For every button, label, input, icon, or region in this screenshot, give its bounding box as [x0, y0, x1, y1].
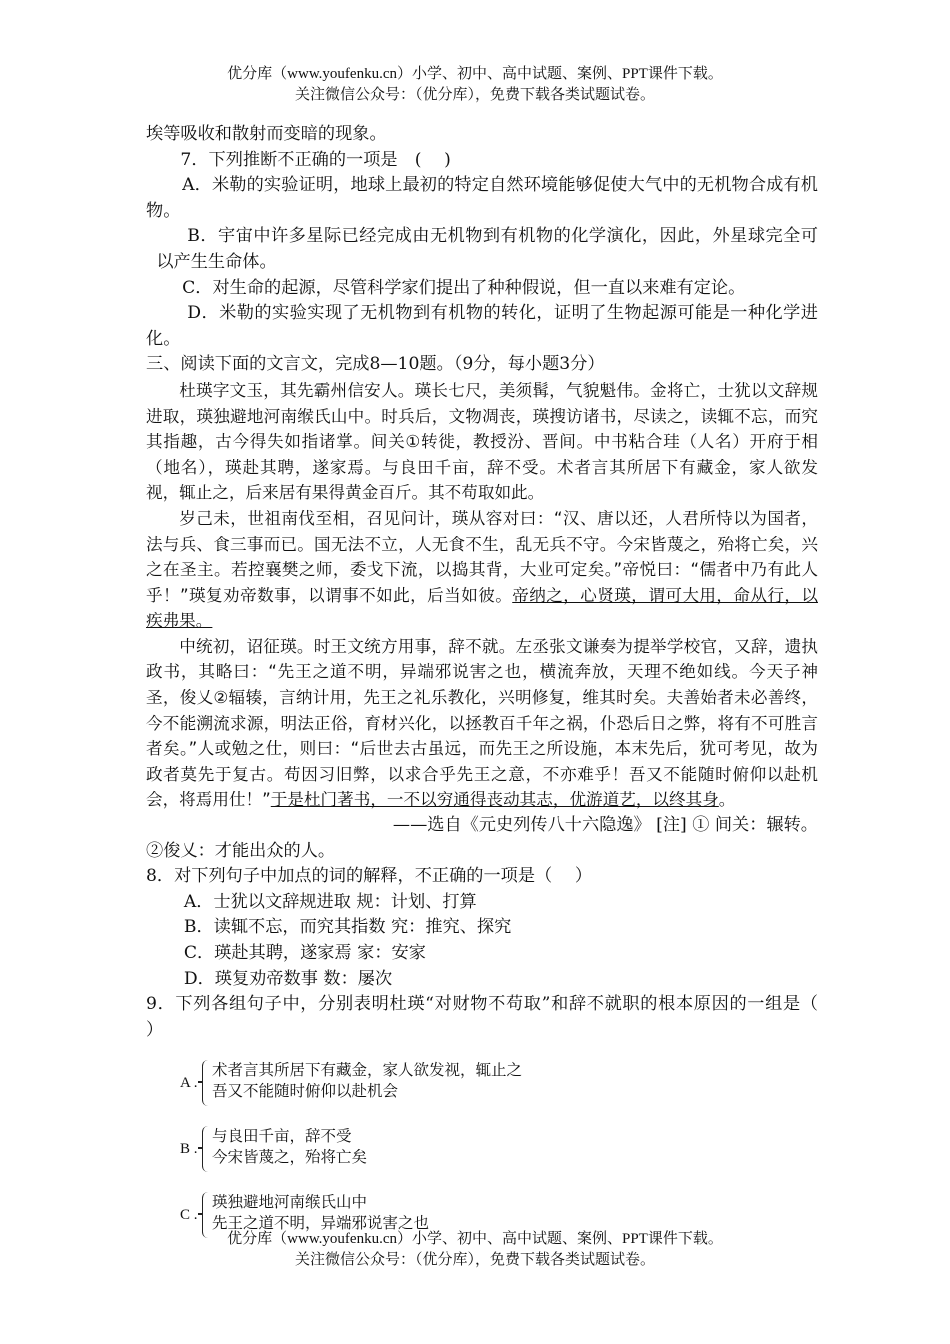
brace-icon [202, 1126, 209, 1172]
option-line-2: 吾又不能随时俯仰以赴机会 [212, 1082, 399, 1101]
question-8-option-a: A．士犹以文辞规进取 规：计划、打算 [183, 891, 477, 912]
question-9-stem: 9．下列各组句子中，分别表明杜瑛“对财物不苟取”和辞不就职的根本原因的一组是（ ） [146, 994, 841, 1040]
source-citation: ——选自《元史列传八十六隐逸》 [注] ① 间关：辗转。 [392, 815, 818, 836]
option-line-1: 与良田千亩，辞不受 [212, 1127, 352, 1146]
page-header [0, 64, 950, 106]
question-7-option-d: D．米勒的实验实现了无机物到有机物的转化，证明了生物起源可能是一种化学进化。 [146, 303, 818, 349]
footer-line-1: 优分库（www.youfenku.cn）小学、初中、高中试题、案例、PPT课件下载。 [227, 1231, 723, 1247]
question-8-option-b: B．读辄不忘，而究其指数 究：推究、探究 [183, 917, 512, 938]
underlined-sentence-2: 于是杜门著书，一不以穷通得丧动其志，优游道艺，以终其身 [270, 790, 719, 810]
document-body [146, 122, 841, 1254]
option-label: A . [180, 1075, 198, 1092]
passage-paragraph-2 [146, 506, 818, 634]
header-line-2: 关注微信公众号：（优分库），免费下载各类试题试卷。 [294, 87, 655, 103]
passage-paragraph-3 [146, 634, 818, 813]
text-line: 埃等吸收和散射而变暗的现象。 [146, 124, 387, 144]
question-8-option-c: C．瑛赴其聘，遂家焉 家：安家 [183, 943, 426, 963]
question-8-option-d: D．瑛复劝帝数事 数：屡次 [183, 968, 393, 989]
footer-line-2: 关注微信公众号：（优分库），免费下载各类试题试卷。 [294, 1252, 655, 1268]
option-line-1: 术者言其所居下有藏金，家人欲发视，辄止之 [212, 1061, 523, 1080]
question-7-option-b: B．宇宙中许多星际已经完成由无机物到有机物的化学演化，因此，外星球完全可以产生生命体。 [156, 226, 818, 272]
option-line-2: 今宋皆蔑之，殆将亡矣 [212, 1148, 368, 1167]
option-label: B . [180, 1141, 198, 1158]
option-line-2: 先王之道不明，异端邪说害之也 [212, 1214, 430, 1233]
question-9-option-a [146, 1059, 818, 1109]
passage-paragraph-3-text: 中统初，诏征瑛。时王文统方用事，辞不就。左丞张文谦奏为提举学校官，又辞，遗执政书，其略曰：“先王之道不明，异端邪说害之也，横流奔放，天理不绝如线。今天子神圣，俊乂②辐辏，言纳计用，先王之礼乐教化，兴明修复，维其时矣。夫善始者未必善终，今不能溯流求源，明法正俗，育材兴化，以拯教百千年之祸，仆恐后日之弊，将有不可胜言者矣。”人或勉之仕，则曰：“后世去古虽远，而先王之所设施，本末先后，犹可考见，故为政者莫先于复古。苟因习旧弊，以求合乎先王之意，不亦难乎！吾又不能随时俯仰以赴机会，将焉用仕！” [146, 636, 818, 810]
passage-paragraph-3-end: 。 [718, 790, 736, 810]
section-3-heading: 三、阅读下面的文言文，完成8—10题。（9分，每小题3分） [146, 354, 605, 375]
passage-paragraph-2-text: 岁己未，世祖南伐至相，召见问计，瑛从容对曰：“汉、唐以还，人君所恃以为国者，法与兵、食三事而已。国无法不立，人无食不生，乱无兵不守。今宋皆蔑之，殆将亡矣，兴之在圣主。若控襄樊之师，委戈下流，以捣其背，大业可定矣。”帝悦曰：“儒者中乃有此人乎！”瑛复劝帝数事，以谓事不如此，后当如彼。 [146, 508, 818, 605]
annotation-note-2: ②俊乂：才能出众的人。 [146, 840, 336, 861]
passage-paragraph-1: 杜瑛字文玉，其先霸州信安人。瑛长七尺，美须髯，气貌魁伟。金将亡，士犹以文辞规进取，瑛独避地河南缑氏山中。时兵后，文物凋丧，瑛搜访诸书，尽读之，读辄不忘，而究其指趣，古今得失如指诸掌。间关①转徙，教授汾、晋间。中书粘合珪（人名）开府于相（地名），瑛赴其聘，遂家焉。与良田千亩，辞不受。术者言其所居下有藏金，家人欲发视，辄止之，后来居有果得黄金百斤。其不苟取如此。 [146, 380, 818, 503]
option-label: C . [180, 1207, 198, 1224]
question-7-stem: 7．下列推断不正确的一项是 ( ) [180, 149, 451, 170]
underlined-sentence-1: 帝纳之，心贤瑛，谓可大用，命从行，以疾弗果。 [146, 585, 818, 631]
question-7-option-c: C．对生命的起源，尽管科学家们提出了种种假说，但一直以来难有定论。 [182, 277, 746, 298]
question-9-option-b [146, 1125, 818, 1175]
header-line-1: 优分库（www.youfenku.cn）小学、初中、高中试题、案例、PPT课件下载。 [227, 66, 723, 82]
page-footer [0, 1229, 950, 1271]
question-8-stem: 8．对下列句子中加点的词的解释，不正确的一项是（ ） [146, 866, 593, 887]
option-line-1: 瑛独避地河南缑氏山中 [212, 1193, 368, 1212]
brace-icon [202, 1060, 209, 1106]
question-7-option-a: A．米勒的实验证明，地球上最初的特定自然环境能够促使大气中的无机物合成有机物。 [146, 175, 818, 221]
